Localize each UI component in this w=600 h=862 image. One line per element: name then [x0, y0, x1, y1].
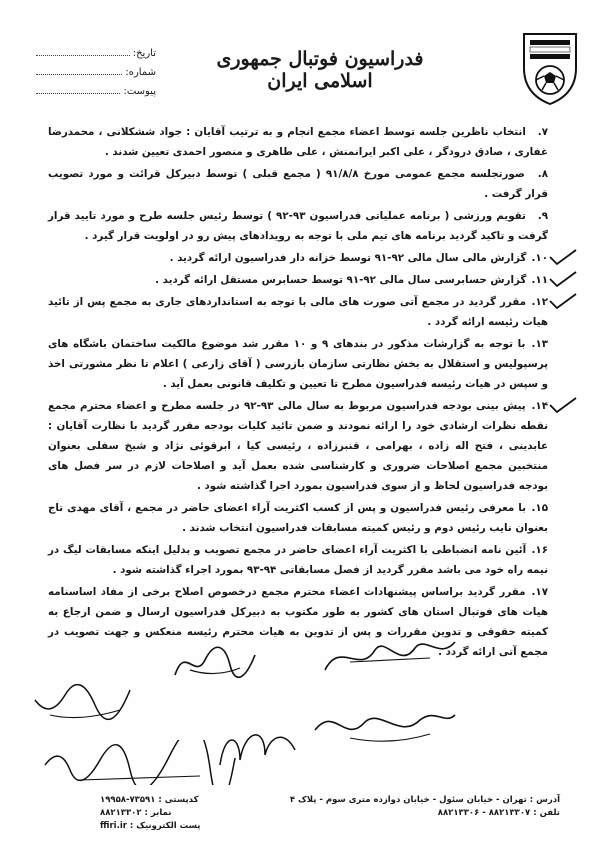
- item-text: با معرفی رئیس فدراسیون و پس از کسب اکثریت آراء اعضای حاضر در مجمع ، آقای مهدی تاج بعنوان نایب رئیس دوم و رئیس کمیته مسابقات فدراسیون انتخاب شدند .: [48, 502, 548, 534]
- item-number: ۱۰.: [531, 252, 548, 264]
- signatures-area: [20, 630, 580, 790]
- letterhead-footer: [100, 794, 560, 833]
- item-number: ۱۴.: [531, 400, 548, 412]
- item-text: پیش بینی بودجه فدراسیون مربوط به سال مالی ۹۳-۹۲ در جلسه مطرح و اعضاء محترم مجمع نقطه نظرات ارشادی خود را ارائه نمودند و ضمن تائید کلیات بودجه مقرر گردید با نظارت آقایان : عابدینی ، فتح اله زاده ، بهرامی ، قنبرزاده ، رئیسی کیا ، ابرقوئی نژاد و شیخ سفلی بعنوان منتخبین مجمع اصلاحات ضروری و کارشناسی شده بعمل آید و اصلاحات لازم در سر فصل های بودجه فدراسیون لحاظ و از سوی فدراسیون بمورد اجرا گذاشته شود .: [48, 400, 548, 492]
- item-text: مقرر گردید در مجمع آتی صورت های مالی با توجه به استانداردهای جاری به مجمع پس از تائید هیات رئیسه ارائه گردد .: [48, 296, 548, 328]
- minutes-item: [48, 164, 548, 204]
- signature: [320, 630, 460, 680]
- item-number: ۱۶.: [531, 544, 548, 556]
- number-field: [36, 59, 156, 78]
- federation-title: فدراسیون فوتبال جمهوری اسلامی ایران: [216, 48, 424, 92]
- item-number: ۱۳.: [531, 338, 549, 350]
- item-number: ۸.: [537, 168, 549, 180]
- minutes-item: [48, 334, 548, 394]
- address-text: آدرس : تهران - خیابان سئول - خیابان دوازده متری سوم - پلاک ۴: [289, 795, 560, 805]
- item-text: مقرر گردید براساس پیشنهادات اعضاء محترم مجمع درخصوص اصلاح برخی از مفاد اساسنامه هیات های فوتبال استان های کشور به طور مکتوب به دبیرکل فدراسیون ارسال و ضمن ارجاع به کمیته حقوقی و تدوین مقررات و پس از تدوین به هیات محترم رئیسه منعکس و جهت تصویب در مجمع آتی ارائه گردد .: [48, 586, 548, 658]
- item-number: ۱۲.: [531, 296, 548, 308]
- attachment-label: پیوست:: [123, 86, 156, 97]
- letter-meta-fields: [36, 40, 156, 97]
- item-text: صورتجلسه مجمع عمومی مورخ ۹۱/۸/۸ ( مجمع قبلی ) توسط دبیرکل قرائت و مورد تصویب قرار گرفت .: [48, 168, 548, 200]
- item-number: ۱۱.: [531, 274, 548, 286]
- date-field: [36, 40, 156, 59]
- handwritten-check-icon: [548, 270, 578, 288]
- signature: [170, 640, 260, 685]
- minutes-body: [48, 122, 548, 664]
- handwritten-check-icon: [548, 292, 578, 310]
- minutes-item: [48, 292, 548, 332]
- signature: [310, 700, 460, 750]
- item-text: انتخاب ناظرین جلسه توسط اعضاء مجمع انجام و به ترتیب آقایان : جواد ششکلانی ، محمدرضا غفاری ، صادق درودگر ، علی اکبر ایرانمنش ، علی طاهری و منصور احمدی تعیین شدند .: [48, 126, 548, 158]
- number-label: شماره:: [125, 67, 156, 78]
- handwritten-check-icon: [548, 248, 578, 266]
- handwritten-check-icon: [548, 396, 578, 414]
- minutes-item: [48, 540, 548, 580]
- item-number: ۱۷.: [531, 586, 548, 598]
- attachment-field: [36, 78, 156, 97]
- item-text: تقویم ورزشی ( برنامه عملیاتی فدراسیون ۹۳-۹۲ ) توسط رئیس جلسه طرح و مورد تایید قرار گرفت و تاکید گردید برنامه های تیم ملی با توجه به رویدادهای پیش رو در اولویت قرار گیرد .: [48, 210, 548, 242]
- item-text: گزارش حسابرسی سال مالی ۹۲-۹۱ توسط حسابرس مستقل ارائه گردید .: [155, 274, 527, 286]
- item-number: ۱۵.: [531, 502, 548, 514]
- federation-logo: [518, 28, 582, 108]
- email-text: پست الکترونیک : ffiri.ir: [100, 821, 201, 831]
- minutes-item: [48, 248, 548, 268]
- phone-text: تلفن : ۸۸۲۱۳۳۰۷ - ۸۸۲۱۳۳۰۶: [437, 808, 560, 818]
- fax-text: نمابر : ۸۸۲۱۳۳۰۲: [100, 808, 172, 818]
- minutes-item: [48, 498, 548, 538]
- minutes-item: [48, 396, 548, 496]
- item-number: ۷.: [537, 126, 548, 138]
- item-text: گزارش مالی سال مالی ۹۲-۹۱ توسط خزانه دار فدراسیون ارائه گردید .: [169, 252, 527, 264]
- date-label: تاریخ:: [132, 48, 156, 59]
- item-text: آئین نامه انضباطی با اکثریت آراء اعضای حاضر در مجمع تصویب و بدلیل اینکه مسابقات لیگ در نیمه راه خود می باشد مقرر گردید از فصل مسابقاتی ۹۴-۹۳ بمورد اجراء گذاشته شود .: [48, 544, 548, 576]
- signature: [40, 740, 240, 785]
- signature: [30, 680, 140, 725]
- minutes-item: [48, 206, 548, 246]
- item-number: ۹.: [537, 210, 549, 222]
- minutes-item: [48, 270, 548, 290]
- postal-code: کدپستی : ۷۳۵۹۱-۱۹۹۵۸: [100, 795, 199, 805]
- minutes-item: [48, 122, 548, 162]
- item-text: با توجه به گزارشات مذکور در بندهای ۹ و ۱۰ مقرر شد موضوع مالکیت ساختمان باشگاه های پرسپولیس و استقلال به بخش نظارتی سازمان بازرسی ( آقای زارعی ) اعلام تا نظر مشورتی اخذ و سپس در هیات رئیسه فدراسیون مطرح تا تعیین و تکلیف قانونی بعمل آید .: [48, 338, 548, 390]
